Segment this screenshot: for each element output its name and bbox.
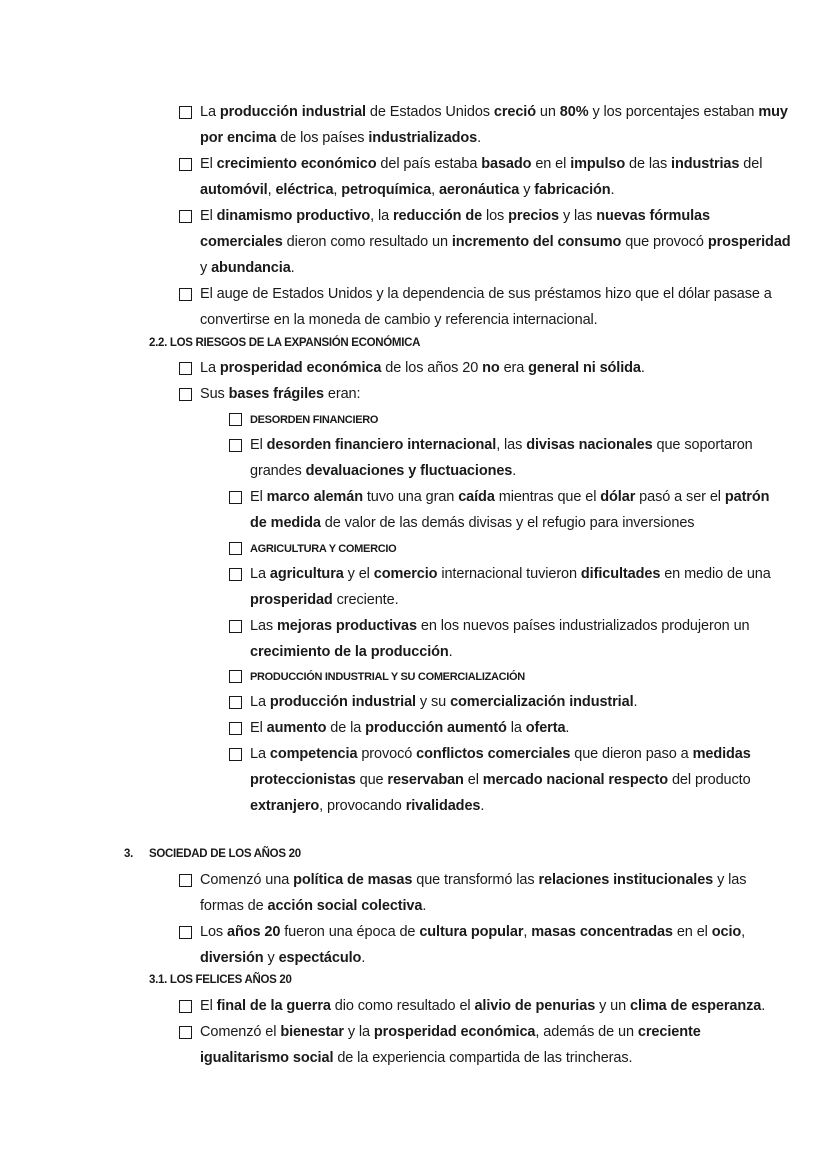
section-heading: 3.1. LOS FELICES AÑOS 20 <box>149 974 292 986</box>
bullet-text: Sus bases frágiles eran: <box>200 386 361 402</box>
checkbox-icon[interactable] <box>179 1026 192 1039</box>
checkbox-icon[interactable] <box>229 620 242 633</box>
checkbox-icon[interactable] <box>179 362 192 375</box>
checkbox-icon[interactable] <box>229 748 242 761</box>
checkbox-icon[interactable] <box>229 722 242 735</box>
checkbox-icon[interactable] <box>229 568 242 581</box>
bullet-item <box>229 561 771 587</box>
bullet-item <box>179 203 710 229</box>
bullet-text: El dinamismo productivo, la reducción de los precios y las nuevas fórmulas <box>200 208 710 224</box>
bullet-text: El desorden financiero internacional, las divisas nacionales que soportaron <box>250 437 753 453</box>
checkbox-icon[interactable] <box>179 388 192 401</box>
bullet-text: Las mejoras productivas en los nuevos países industrializados produjeron un <box>250 618 750 634</box>
bullet-text: El auge de Estados Unidos y la dependencia de sus préstamos hizo que el dólar pasase a <box>200 286 772 302</box>
bullet-item <box>179 867 746 893</box>
checkbox-icon[interactable] <box>229 670 242 683</box>
checkbox-icon[interactable] <box>179 210 192 223</box>
bullet-item <box>179 281 772 307</box>
bullet-item <box>179 355 645 381</box>
checkbox-icon[interactable] <box>179 926 192 939</box>
bullet-text: La producción industrial de Estados Unidos creció un 80% y los porcentajes estaban muy <box>200 104 788 120</box>
bullet-item <box>229 715 569 741</box>
bullet-item <box>229 689 637 715</box>
bullet-text-continuation: prosperidad creciente. <box>250 592 399 608</box>
sub-heading: DESORDEN FINANCIERO <box>250 414 379 426</box>
checkbox-icon[interactable] <box>179 288 192 301</box>
bullet-text: Comenzó el bienestar y la prosperidad económica, además de un creciente <box>200 1024 701 1040</box>
bullet-item <box>229 613 750 639</box>
bullet-text-continuation: extranjero, provocando rivalidades. <box>250 798 485 814</box>
bullet-text-continuation: automóvil, eléctrica, petroquímica, aeronáutica y fabricación. <box>200 182 615 198</box>
bullet-text: El aumento de la producción aumentó la oferta. <box>250 720 570 736</box>
bullet-text: La competencia provocó conflictos comerciales que dieron paso a medidas <box>250 746 751 762</box>
bullet-text-continuation: de medida de valor de las demás divisas y el refugio para inversiones <box>250 515 695 531</box>
bullet-text-continuation: proteccionistas que reservaban el mercado nacional respecto del producto <box>250 772 751 788</box>
sub-heading: AGRICULTURA Y COMERCIO <box>250 543 397 555</box>
checkbox-icon[interactable] <box>179 874 192 887</box>
bullet-text: La prosperidad económica de los años 20 no era general ni sólida. <box>200 360 645 376</box>
bullet-text-continuation: formas de acción social colectiva. <box>200 898 427 914</box>
checkbox-icon[interactable] <box>179 1000 192 1013</box>
checkbox-icon[interactable] <box>229 413 242 426</box>
bullet-text-continuation: comerciales dieron como resultado un incremento del consumo que provocó prosperidad <box>200 234 791 250</box>
checkbox-icon[interactable] <box>229 439 242 452</box>
checkbox-icon[interactable] <box>229 491 242 504</box>
bullet-text-continuation: y abundancia. <box>200 260 295 276</box>
sub-heading-item <box>229 663 525 690</box>
bullet-item <box>179 381 360 407</box>
checkbox-icon[interactable] <box>229 696 242 709</box>
checkbox-icon[interactable] <box>179 158 192 171</box>
sub-heading-item <box>229 535 396 562</box>
sub-heading: PRODUCCIÓN INDUSTRIAL Y SU COMERCIALIZACIÓN <box>250 671 525 683</box>
bullet-text: El final de la guerra dio como resultado el alivio de penurias y un clima de esperanza. <box>200 998 766 1014</box>
bullet-text: Comenzó una política de masas que transformó las relaciones institucionales y las <box>200 872 747 888</box>
bullet-text: Los años 20 fueron una época de cultura popular, masas concentradas en el ocio, <box>200 924 746 940</box>
section-heading: SOCIEDAD DE LOS AÑOS 20 <box>149 848 301 860</box>
checkbox-icon[interactable] <box>179 106 192 119</box>
bullet-item <box>229 432 753 458</box>
bullet-item <box>179 151 762 177</box>
bullet-text-continuation: grandes devaluaciones y fluctuaciones. <box>250 463 517 479</box>
section-number: 3. <box>124 848 133 860</box>
bullet-text: La agricultura y el comercio internacional tuvieron dificultades en medio de una <box>250 566 771 582</box>
section-heading: 2.2. LOS RIESGOS DE LA EXPANSIÓN ECONÓMICA <box>149 337 421 349</box>
bullet-text-continuation: convertirse en la moneda de cambio y referencia internacional. <box>200 312 598 328</box>
bullet-item <box>229 741 751 767</box>
bullet-item <box>179 919 745 945</box>
bullet-text: El marco alemán tuvo una gran caída mientras que el dólar pasó a ser el patrón <box>250 489 770 505</box>
checkbox-icon[interactable] <box>229 542 242 555</box>
bullet-item <box>179 99 788 125</box>
bullet-text-continuation: crecimiento de la producción. <box>250 644 453 660</box>
bullet-text: La producción industrial y su comercialización industrial. <box>250 694 638 710</box>
bullet-text-continuation: diversión y espectáculo. <box>200 950 366 966</box>
sub-heading-item <box>229 406 378 433</box>
bullet-item <box>229 484 769 510</box>
bullet-item <box>179 1019 701 1045</box>
bullet-text-continuation: igualitarismo social de la experiencia compartida de las trincheras. <box>200 1050 633 1066</box>
bullet-text-continuation: por encima de los países industrializados. <box>200 130 482 146</box>
bullet-item <box>179 993 765 1019</box>
bullet-text: El crecimiento económico del país estaba basado en el impulso de las industrias del <box>200 156 763 172</box>
